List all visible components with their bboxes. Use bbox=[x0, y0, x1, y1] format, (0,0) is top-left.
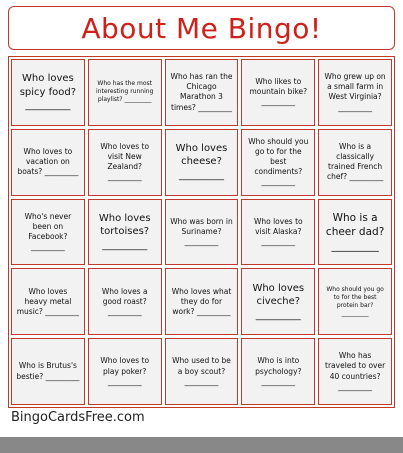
bingo-cell[interactable]: Who used to be a boy scout? _________ bbox=[165, 338, 239, 405]
bingo-cell[interactable]: Who loves to play poker? _________ bbox=[88, 338, 162, 405]
bingo-cell[interactable]: Who should you go to for the best protein bar? _________ bbox=[318, 268, 392, 335]
bingo-cell[interactable]: Who's never been on Facebook? _________ bbox=[11, 199, 85, 266]
card-title: About Me Bingo! bbox=[81, 11, 322, 45]
bingo-cell[interactable]: Who loves spicy food? _________ bbox=[11, 59, 85, 126]
bingo-cell[interactable]: Who likes to mountain bike? _________ bbox=[241, 59, 315, 126]
bingo-cell[interactable]: Who should you go to for the best condiments? _________ bbox=[241, 129, 315, 196]
bingo-cell[interactable]: Who is into psychology? _________ bbox=[241, 338, 315, 405]
bingo-cell[interactable]: Who is a classically trained French chef? _________ bbox=[318, 129, 392, 196]
bingo-cell[interactable]: Who has the most interesting running playlist? _________ bbox=[88, 59, 162, 126]
bingo-cell[interactable]: Who loves tortoises? _________ bbox=[88, 199, 162, 266]
bingo-cell[interactable]: Who was born in Suriname? _________ bbox=[165, 199, 239, 266]
bingo-cell[interactable]: Who has traveled to over 40 countries? _________ bbox=[318, 338, 392, 405]
bingo-cell[interactable]: Who is Brutus's bestie? _________ bbox=[11, 338, 85, 405]
site-credit: BingoCardsFree.com bbox=[11, 410, 145, 425]
bingo-cell[interactable]: Who grew up on a small farm in West Virginia? _________ bbox=[318, 59, 392, 126]
bingo-cell[interactable]: Who loves to vacation on boats? _________ bbox=[11, 129, 85, 196]
bingo-cell[interactable]: Who has ran the Chicago Marathon 3 times? _________ bbox=[165, 59, 239, 126]
bingo-cell[interactable]: Who loves to visit New Zealand? _________ bbox=[88, 129, 162, 196]
bingo-cell[interactable]: Who loves to visit Alaska? _________ bbox=[241, 199, 315, 266]
bingo-cell[interactable]: Who is a cheer dad? _________ bbox=[318, 199, 392, 266]
bingo-cell[interactable]: Who loves a good roast? _________ bbox=[88, 268, 162, 335]
bingo-cell[interactable]: Who loves cheese? _________ bbox=[165, 129, 239, 196]
bingo-cell[interactable]: Who loves what they do for work? _________ bbox=[165, 268, 239, 335]
bingo-cell[interactable]: Who loves heavy metal music? _________ bbox=[11, 268, 85, 335]
card-header bbox=[8, 6, 395, 50]
bingo-cell[interactable]: Who loves civeche? _________ bbox=[241, 268, 315, 335]
bingo-grid bbox=[8, 56, 395, 408]
